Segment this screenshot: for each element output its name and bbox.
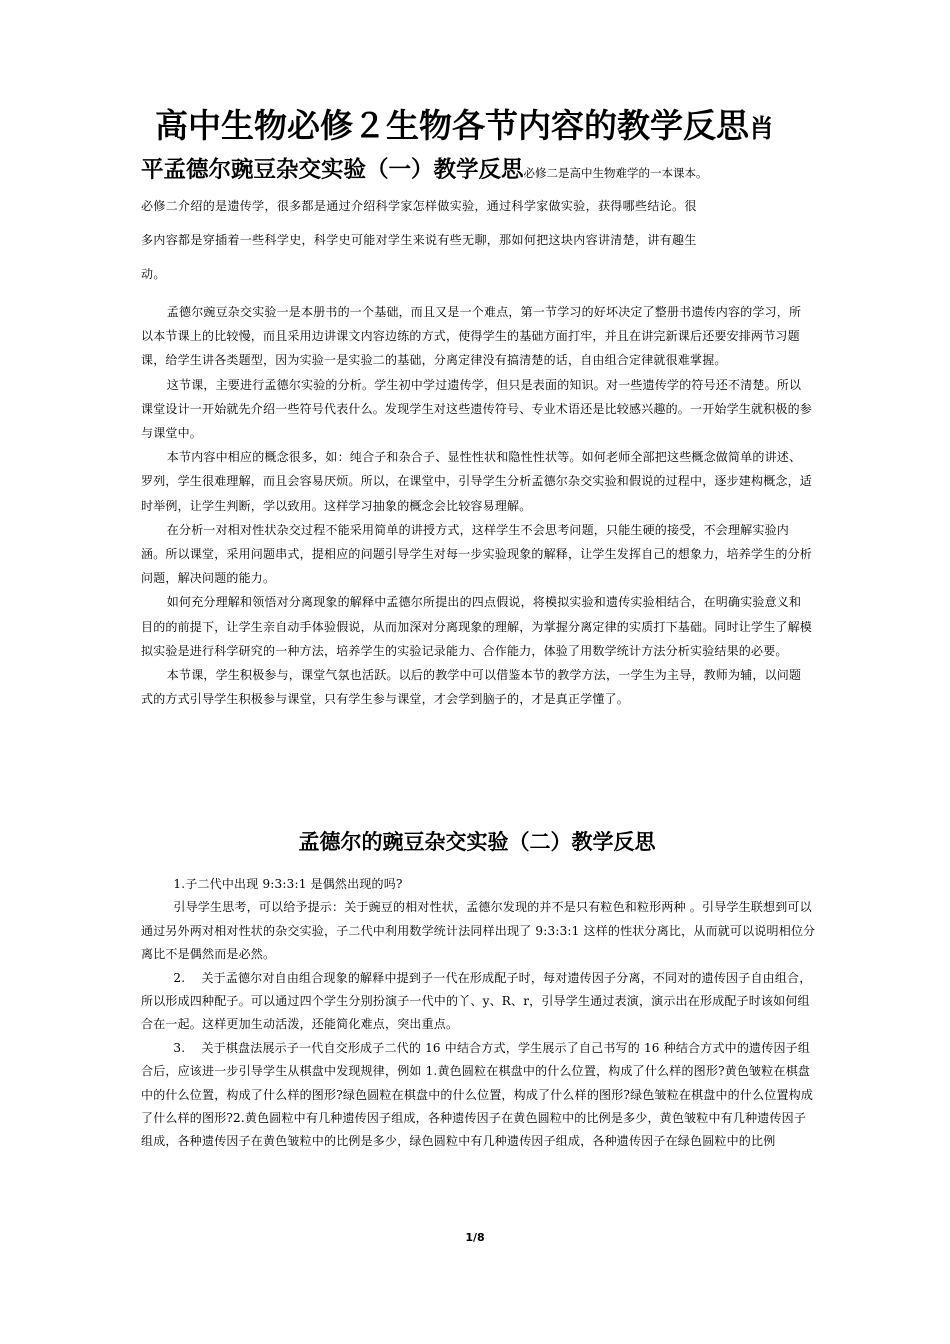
paragraph: 3. 关于棋盘法展示子一代自交形成子二代的 16 中结合方式，学生展示了自己书写的 16 种结合方式中的遗传因子组合后，应该进一步引导学生从棋盘中发现规律，例如 1.黄色圆粒在棋盘中的什么位置，构成了什么样的图形?黄色皱粒在棋盘中的什么位置，构成了什么样的图形?绿色圆粒在棋盘中的什么位置，构成了什么样的图形?绿色皱粒在棋盘中的什么位置构成了什么样的图形?2.黄色圆粒中有几种遗传因子组成，各种遗传因子在黄色圆粒中的比例是多少，黄色皱粒中有几种遗传因子组成，各种遗传因子在黄色皱粒中的比例是多少，绿色圆粒中有几种遗传因子组成，各种遗传因子在绿色圆粒中的比例 xyxy=(141,1040,814,1149)
paragraph: 在分析一对相对性状杂交过程不能采用简单的讲授方式，这样学生不会思考问题，只能生硬的接受，不会理解实验内涵。所以课堂，采用问题串式，提相应的问题引导学生对每一步实验现象的解释，让学生发挥自己的想象力，培养学生的分析问题，解决问题的能力。 xyxy=(141,522,813,586)
section2-body xyxy=(141,873,817,1154)
section1-body xyxy=(141,300,813,711)
paragraph: 这节课，主要进行孟德尔实验的分析。学生初中学过遗传学，但只是表面的知识。对一些遗传学的符号还不清楚。所以课堂设计一开始就先介绍一些符号代表什么。发现学生对这些遗传符号、专业术语还是比较感兴趣的。一开始学生就积极的参与课堂中。 xyxy=(141,377,813,441)
page-number: 1/8 xyxy=(465,1231,485,1244)
intro-line: 多内容都是穿插着一些科学史，科学史可能对学生来说有些无聊，那如何把这块内容讲清楚，讲有趣生 xyxy=(141,233,697,247)
paragraph: 2. 关于孟德尔对自由组合现象的解释中提到子一代在形成配子时，每对遗传因子分离，不同对的遗传因子自由组合，所以形成四种配子。可以通过四个学生分别扮演子一代中的丫、y、R、r，引导学生通过表演，演示出在形成配子时该如何组合在一起。这样更加生动活泼，还能简化难点，突出重点。 xyxy=(141,970,812,1032)
section1-title: 平孟德尔豌豆杂交实验（一）教学反思 xyxy=(141,157,524,183)
intro-line: 动。 xyxy=(141,267,166,281)
paragraph: 引导学生思考，可以给予提示：关于豌豆的相对性状，孟德尔发现的并不是只有粒色和粒形两种 。引导学生联想到可以通过另外两对相对性状的杂交实验，子二代中利用数学统计法同样出现了 9:3:3:1 这样的性状分离比，从而就可以说明相位分离比不是偶然而是必然。 xyxy=(141,900,816,962)
paragraph: 1.子二代中出现 9:3:3:1 是偶然出现的吗? xyxy=(173,877,403,891)
paragraph: 本节内容中相应的概念很多，如：纯合子和杂合子、显性性状和隐性性状等。如何老师全部把这些概念做简单的讲述、罗列，学生很难理解，而且会容易厌烦。所以，在课堂中，引导学生分析孟德尔杂交实验和假说的过程中，逐步建构概念，适时举例，让学生判断，学以致用。这样学习抽象的概念会比较容易理解。 xyxy=(141,450,813,513)
paragraph: 如何充分理解和领悟对分离现象的解释中孟德尔所提出的四点假说，将模拟实验和遗传实验相结合，在明确实验意义和目的的前提下，让学生亲自动手体验假说，从而加深对分离现象的理解，为掌握分离定律的实质打下基础。同时让学生了解模拟实验是进行科学研究的一种方法，培养学生的实验记录能力、合作能力，体验了用数学统计方法分析实验结果的必要。 xyxy=(141,595,813,658)
title-tail: 肖 xyxy=(749,114,775,143)
title-main: 高中生物必修２生物各节内容的教学反思 xyxy=(155,106,749,145)
section2-title: 孟德尔的豌豆杂交实验（二）教学反思 xyxy=(298,830,656,854)
title-line-2 xyxy=(141,149,831,194)
intro-line: 必修二介绍的是遗传学，很多都是通过介绍科学家怎样做实验，通过科学家做实验，获得哪些结论。很 xyxy=(141,199,697,213)
intro-sentence: 必修二是高中生物难学的一本课本。 xyxy=(523,166,708,180)
intro-text xyxy=(141,189,813,291)
paragraph: 孟德尔豌豆杂交实验一是本册书的一个基础，而且又是一个难点，第一节学习的好坏决定了整册书遗传内容的学习，所以本节课上的比较慢，而且采用边讲课文内容边练的方式，使得学生的基础方面打牢，并且在讲完新课后还要安排两节习题课，给学生讲各类题型，因为实验一是实验二的基础，分离定律没有搞清楚的话，自由组合定律就很难掌握。 xyxy=(141,305,802,368)
paragraph: 本节课，学生积极参与，课堂气氛也活跃。以后的教学中可以借鉴本节的教学方法，一学生为主导，教师为辅，以问题式的方式引导学生积极参与课堂，只有学生参与课堂，才会学到脑子的，才是真正学懂了。 xyxy=(141,668,802,707)
